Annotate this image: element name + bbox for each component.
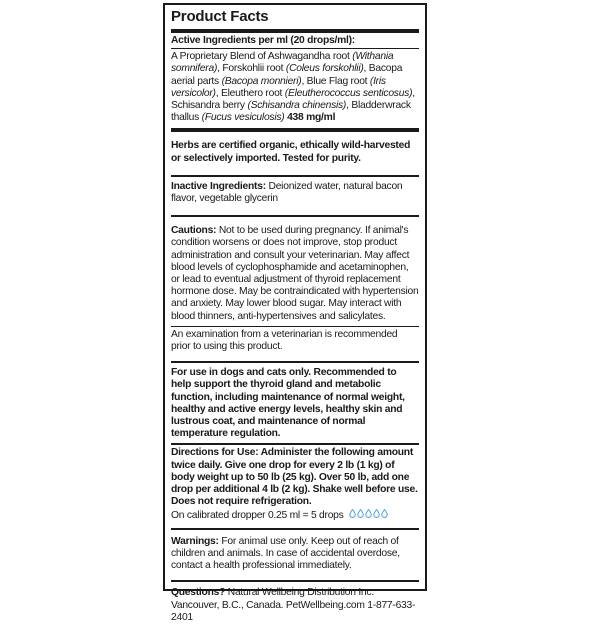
botanical-name: (Schisandra chinensis) xyxy=(247,100,347,112)
botanical-name: (Withania somnifera) xyxy=(171,51,394,75)
questions-text: Natural Wellbeing Distribution Inc. Vancouver, B.C., Canada. PetWellbeing.com 1-877-633-2401 xyxy=(171,587,416,623)
product-facts-panel xyxy=(163,3,427,623)
botanical-name: (Bacopa monnieri) xyxy=(221,75,302,87)
inactive-text: Deionized water, natural bacon flavor, vegetable glycerin xyxy=(171,180,403,205)
active-ingredients-heading: Active Ingredients per ml (20 drops/ml): xyxy=(171,33,419,49)
dropper-text: On calibrated dropper 0.25 ml = 5 drops xyxy=(171,509,344,521)
blend-amount: 438 mg/ml xyxy=(287,112,336,124)
drop-icon xyxy=(357,509,364,518)
ingredient-name: , Eleuthero root xyxy=(215,87,285,99)
drops-icon xyxy=(349,509,389,522)
questions-label: Questions? xyxy=(171,587,226,599)
warnings xyxy=(171,530,419,581)
inactive-ingredients xyxy=(171,177,419,215)
inactive-label: Inactive Ingredients: xyxy=(171,180,266,192)
cautions-label: Cautions: xyxy=(171,225,217,237)
botanical-name: (Eleutherococcus senticosus) xyxy=(284,87,413,99)
directions xyxy=(171,445,419,527)
drop-icon xyxy=(373,509,380,518)
questions xyxy=(171,582,419,624)
cautions xyxy=(171,217,419,326)
dropper-line xyxy=(171,509,419,522)
active-ingredients-blend xyxy=(171,49,419,124)
exam-note: An examination from a veterinarian is recommended prior to using this product. xyxy=(171,328,398,353)
panel-title: Product Facts xyxy=(171,9,419,33)
botanical-name: (Coleus forskohlii) xyxy=(285,63,364,75)
ingredient-name: , Blue Flag root xyxy=(301,75,370,87)
directions-text: Directions for Use: Administer the following amount twice daily. Give one drop for every 2 lb (1 kg) of body weight up to 50 lb (25 kg). Over 50 lb, add one drop per additional 4 lb (2 kg). Shake well before use. Does not require refrigeration. xyxy=(171,447,418,508)
organic-note: Herbs are certified organic, ethically wild-harvested or selectively imported. Tested for purity. xyxy=(171,140,411,164)
cautions-text: Not to be used during pregnancy. If animal's condition worsens or does not improve, stop product administration and consult your veterinarian. May affect blood levels of cyclophosphamide and acetaminophen, or lead to eventual adjustment of thyroid replacement hormone dose. May be contraindicated with hypertension and anxiety. May lower blood sugar. May interact with blood thinners, anti-hypertensives and salicylates. xyxy=(171,225,419,322)
ingredient-name: , Schisandra berry xyxy=(171,87,415,112)
drop-icon xyxy=(381,509,388,518)
botanical-name: (Fucus vesiculosis) xyxy=(201,112,285,124)
drop-icon xyxy=(365,509,372,518)
botanical-name: (Iris versicolor) xyxy=(171,75,386,99)
drop-icon xyxy=(349,509,356,518)
ingredient-name: , Bladderwrack thallus xyxy=(171,100,411,124)
warnings-text: For animal use only. Keep out of reach of children and animals. In case of accidental overdose, contact a health professional immediately. xyxy=(171,535,400,572)
ingredient-name: , Forskohlii root xyxy=(217,63,286,75)
warnings-label: Warnings: xyxy=(171,535,219,547)
ingredient-name: A Proprietary Blend of Ashwagandha root xyxy=(171,51,353,63)
use-note: For use in dogs and cats only. Recommended to help support the thyroid gland and metabolic function, including maintenance of normal weight, healthy and active energy levels, healthy skin and lustrous coat, and maintenance of normal temperature regulation. xyxy=(171,367,405,440)
ingredient-name: , Bacopa aerial parts xyxy=(171,63,403,87)
